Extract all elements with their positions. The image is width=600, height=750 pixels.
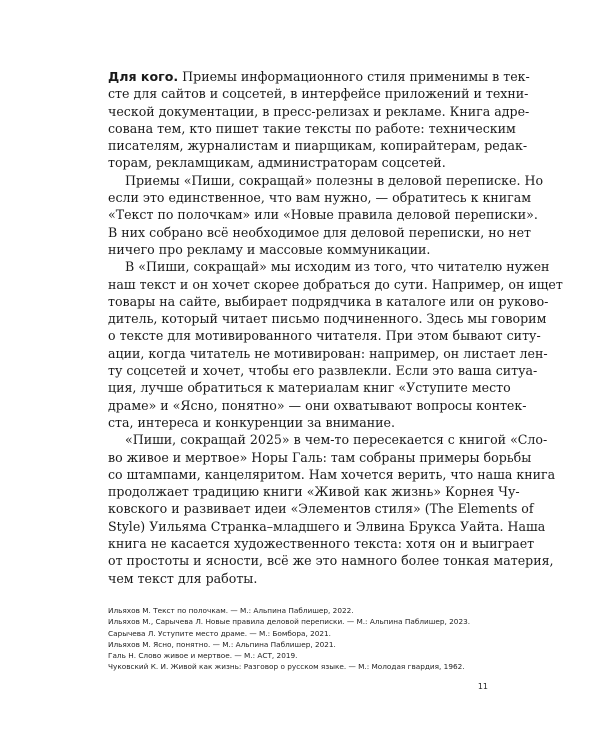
page-number: 11 [477, 682, 488, 691]
footnote: Сарычева Л. Уступите место драме. — М.: Бомбора, 2021. [108, 628, 331, 638]
text-line: ста, интереса и конкуренции за внимание. [108, 414, 395, 430]
text-line: о тексте для мотивированного читателя. При этом бывают ситу- [108, 328, 541, 344]
text-line: чем текст для работы. [108, 570, 258, 586]
text-line: ации, когда читатель не мотивирован: например, он листает лен- [108, 345, 548, 361]
text-line: ческой документации, в пресс-релизах и рекламе. Книга адре- [108, 103, 530, 119]
text-line: «Пиши, сокращай 2025» в чем-то пересекается с книгой «Сло- [125, 432, 548, 448]
text-line: со штампами, канцеляритом. Нам хочется верить, что наша книга [108, 466, 556, 482]
text-line: драме» и «Ясно, понятно» — они охватывают вопросы контек- [108, 397, 527, 413]
text-line: В них собрано всё необходимое для деловой переписки, но нет [108, 224, 532, 240]
text-line: ничего про рекламу и массовые коммуникации. [108, 241, 431, 257]
footnotes [108, 605, 508, 673]
footnote: Ильяхов М. Текст по полочкам. — М.: Альпина Паблишер, 2022. [108, 606, 354, 615]
body-text [108, 68, 563, 587]
text-line: если это единственное, что вам нужно, — обратитесь к книгам [108, 190, 532, 206]
text-line: наш текст и он хочет скорее добраться до сути. Например, он ищет [108, 276, 563, 292]
text-line: продолжает традицию книги «Живой как жизнь» Корнея Чу- [108, 484, 520, 500]
text-line: писателям, журналистам и пиарщикам, копирайтерам, редак- [108, 138, 528, 154]
paragraph-motivated-reader [108, 258, 563, 431]
paragraph-business-correspondence [108, 172, 544, 258]
footnote: Чуковский К. И. Живой как жизнь: Разговор о русском языке. — М.: Молодая гвардия, 1962. [108, 662, 465, 672]
footnote: Ильяхов М. Ясно, понятно. — М.: Альпина Паблишер, 2021. [108, 639, 336, 649]
text-line: от простоты и ясности, всё же это намного более тонкая материя, [108, 553, 554, 569]
text-line: товары на сайте, выбирает подрядчика в каталоге или он руково- [108, 293, 549, 309]
text-line: Style) Уильяма Странка–младшего и Элвина Брукса Уайта. Наша [108, 518, 546, 534]
footnote: Галь Н. Слово живое и мертвое. — М.: АСТ, 2019. [108, 651, 298, 661]
text-line: Приемы «Пиши, сокращай» полезны в деловой переписке. Но [125, 172, 544, 188]
text-line: ту соцсетей и хочет, чтобы его развлекли. Если это ваша ситуа- [108, 363, 538, 379]
text-line: книга не касается художественного текста: хотя он и выиграет [108, 536, 535, 552]
text-line: ция, лучше обратиться к материалам книг «Уступите место [108, 380, 511, 396]
text-line: дитель, который читает письмо подчиненного. Здесь мы говорим [108, 311, 547, 327]
text-line: Для кого. Приемы информационного стиля применимы в тек- [108, 69, 530, 84]
text-line: ковского и развивает идеи «Элементов стиля» (The Elements of [108, 501, 534, 517]
text-line: торам, рекламщикам, администраторам соцсетей. [108, 155, 446, 171]
paragraph-audience [108, 68, 530, 172]
text-line: «Текст по полочкам» или «Новые правила деловой переписки». [108, 207, 538, 223]
footnote: Ильяхов М., Сарычева Л. Новые правила деловой переписки. — М.: Альпина Паблишер, 2023. [108, 617, 471, 627]
lead-heading: Для кого. [108, 69, 179, 84]
text-line: сована тем, кто пишет такие тексты по работе: техническим [108, 120, 516, 136]
paragraph-related-books [108, 431, 556, 587]
text-line: сте для сайтов и соцсетей, в интерфейсе приложений и техни- [108, 86, 529, 102]
text-line: В «Пиши, сокращай» мы исходим из того, что читателю нужен [125, 259, 550, 275]
text-line: во живое и мертвое» Норы Галь: там собраны примеры борьбы [108, 449, 532, 465]
